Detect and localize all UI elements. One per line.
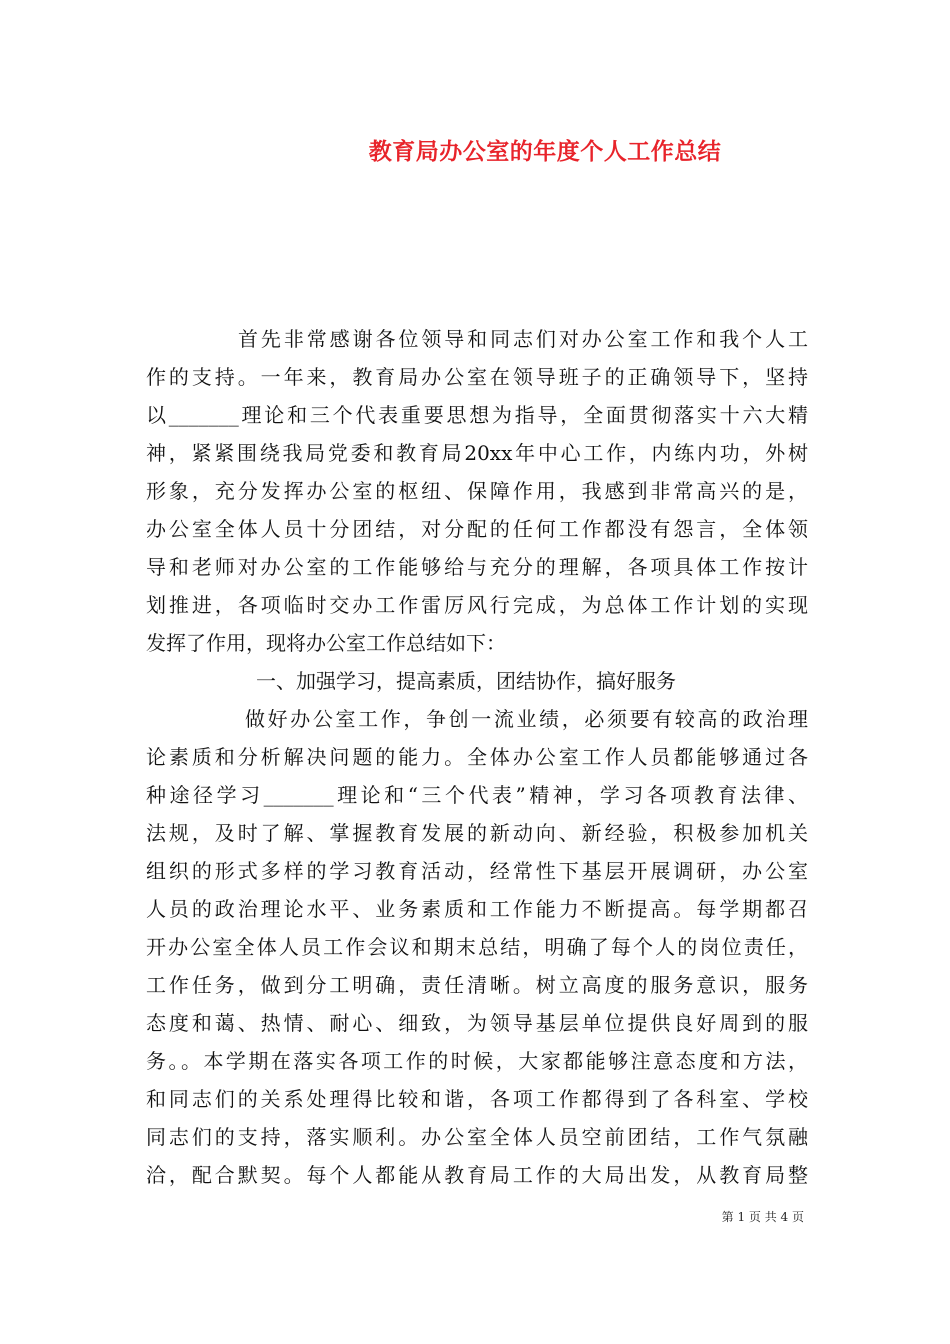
paragraph-line: 洽，配合默契。每个人都能从教育局工作的大局出发，从教育局整 [146,1163,808,1187]
paragraph-line: 发挥了作用，现将办公室工作总结如下： [146,631,506,655]
page-number-footer: 第 1 页 共 4 页 [721,1210,804,1224]
paragraph-line: 作的支持。一年来，教育局办公室在领导班子的正确领导下，坚持 [146,365,808,389]
paragraph-line: 以_______理论和三个代表重要思想为指导，全面贯彻落实十六大精 [146,403,808,427]
paragraph-line: 人员的政治理论水平、业务素质和工作能力不断提高。每学期都召 [146,897,808,921]
paragraph-line: 法规，及时了解、掌握教育发展的新动向、新经验，积极参加机关 [146,821,808,845]
paragraph-line: 形象，充分发挥办公室的枢纽、保障作用，我感到非常高兴的是， [146,479,808,503]
paragraph-line: 务。。本学期在落实各项工作的时候，大家都能够注意态度和方法， [146,1049,808,1073]
paragraph-line: 神，紧紧围绕我局党委和教育局20xx年中心工作，内练内功，外树 [146,441,808,465]
section-heading: 一、加强学习，提高素质，团结协作，搞好服务 [256,669,676,693]
paragraph-line: 划推进，各项临时交办工作雷厉风行完成，为总体工作计划的实现 [146,593,808,617]
paragraph-line: 做好办公室工作，争创一流业绩，必须要有较高的政治理 [245,707,808,731]
paragraph-line: 和同志们的关系处理得比较和谐，各项工作都得到了各科室、学校 [146,1087,808,1111]
document-title: 教育局办公室的年度个人工作总结 [368,138,722,165]
document-body [146,320,808,1194]
paragraph-line: 论素质和分析解决问题的能力。全体办公室工作人员都能够通过各 [146,745,808,769]
paragraph-line: 同志们的支持，落实顺利。办公室全体人员空前团结，工作气氛融 [146,1125,808,1149]
paragraph-line: 开办公室全体人员工作会议和期末总结，明确了每个人的岗位责任， [146,935,808,959]
paragraph-line: 组织的形式多样的学习教育活动，经常性下基层开展调研，办公室 [146,859,808,883]
paragraph-line: 首先非常感谢各位领导和同志们对办公室工作和我个人工 [238,327,808,351]
paragraph-line: 办公室全体人员十分团结，对分配的任何工作都没有怨言，全体领 [146,517,808,541]
paragraph-line: 导和老师对办公室的工作能够给与充分的理解，各项具体工作按计 [146,555,808,579]
paragraph-line: 态度和蔼、热情、耐心、细致，为领导基层单位提供良好周到的服 [146,1011,808,1035]
paragraph-line: 种途径学习_______理论和“三个代表”精神，学习各项教育法律、 [146,783,808,807]
paragraph-line: 工作任务，做到分工明确，责任清晰。树立高度的服务意识，服务 [146,973,808,997]
